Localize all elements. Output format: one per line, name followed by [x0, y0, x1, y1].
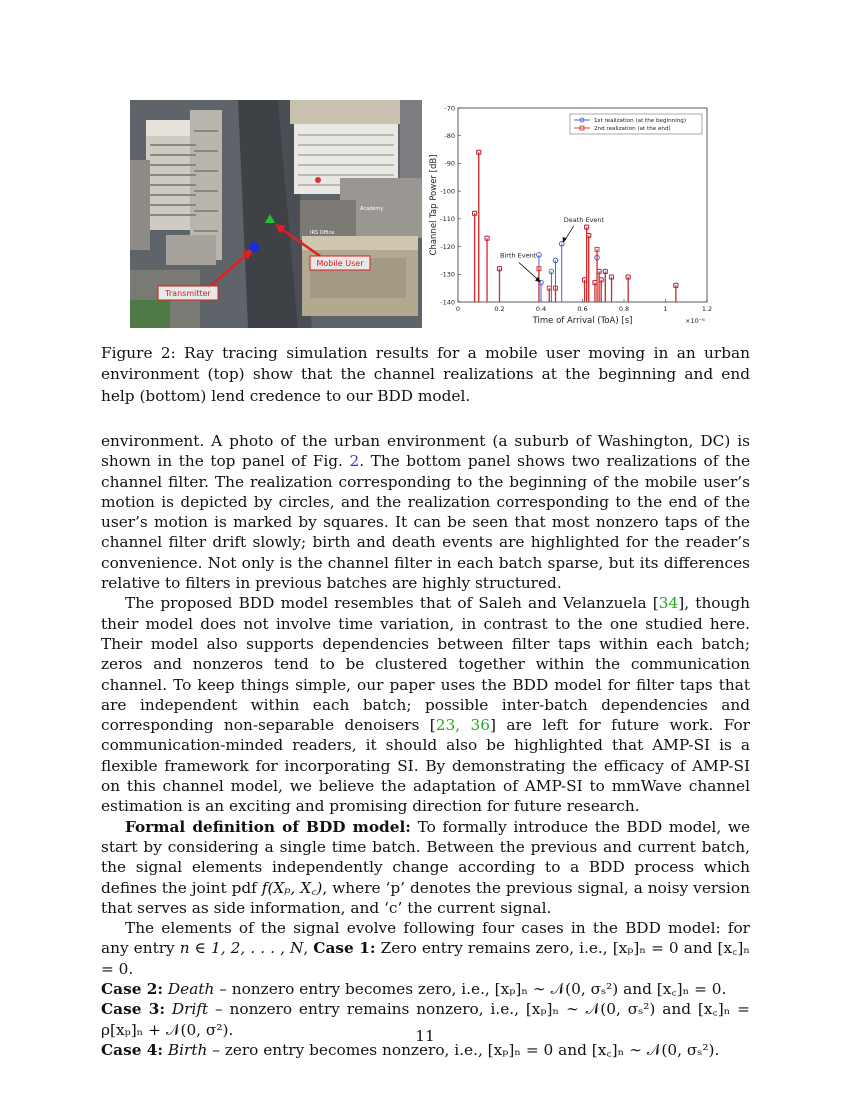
academy-map-label: Academy: [360, 206, 384, 212]
x-axis-label: Time of Arrival (ToA) [s]: [532, 316, 633, 326]
death-event-label: Death Event: [563, 215, 605, 224]
caption-prefix: Figure 2:: [101, 344, 176, 362]
y-axis-label: Channel Tap Power [dB]: [429, 154, 439, 256]
case-4-text: – zero entry becomes nonzero, i.e., [xₚ]ₙ = 0 and [x꜀]ₙ ∼ 𝒩(0, σₛ²).: [207, 1040, 720, 1059]
transmitter-marker: [249, 242, 259, 252]
channel-plot-svg: [427, 100, 727, 334]
x-tick-label: 0.6: [577, 305, 588, 313]
legend-entry: 2nd realization (at the end): [594, 126, 671, 132]
office-map-label: IRS Office: [310, 230, 335, 236]
y-tick-label: -70: [444, 104, 455, 113]
x-tick-label: 0.4: [535, 305, 547, 313]
y-tick-label: -130: [440, 270, 455, 279]
paragraph-2-text-c: ] are left for future work. For communication-minded readers, it should also be highlighted that AMP-SI is a flexible framework for incorporating SI. By demonstrating the efficacy of AMP-SI on this channel model, we believe the adaptation of AMP-SI to mmWave channel estimation is an exciting and promising direction for future research.: [101, 716, 750, 816]
case-3-name: Drift: [171, 1000, 209, 1019]
case-4-name: Birth: [167, 1040, 208, 1059]
figure-ref-link[interactable]: 2: [349, 452, 360, 471]
bdd-definition-heading: Formal definition of BDD model:: [125, 817, 411, 836]
y-tick-label: -90: [444, 159, 455, 168]
page-number: 11: [415, 1027, 435, 1045]
paragraph-1-text-a: environment. A photo of the urban environment (a suburb of Washington, DC) is shown in the top panel of Fig.: [101, 432, 750, 471]
paragraph-4: The elements of the signal evolve following four cases in the BDD model: for any entry n ∈ 1, 2, . . . , N, Case 1: Zero entry remains zero, i.e., [xₚ]ₙ = 0 and [x꜀]ₙ = 0.: [101, 919, 750, 978]
x-tick-label: 0.8: [618, 305, 630, 313]
case-1-text: Zero entry remains zero, i.e., [xₚ]ₙ = 0 and [x꜀]ₙ = 0.: [101, 939, 750, 978]
paragraph-2-text-b: ], though their model does not involve time variation, in contrast to the one studied here. Their model also supports dependencies between filter taps within each batch; zeros and nonzeros tend to be clustered together within the communication channel. To keep things simple, our paper uses the BDD model for filter taps that are independent within each batch; possible inter-batch dependencies and corresponding non-separable denoisers [: [101, 594, 750, 735]
channel-plot: [427, 100, 727, 334]
caption-text: Ray tracing simulation results for a mobile user moving in an urban environment (top) show that the channel realizations at the beginning and end help (bottom) lend credence to our BDD model.: [101, 344, 750, 405]
urban-photo: [130, 100, 422, 328]
y-tick-label: -120: [440, 242, 455, 251]
case-3-text: – nonzero entry remains nonzero, i.e., [xₚ]ₙ ∼ 𝒩(0, σₛ²) and [x꜀]ₙ = ρ[xₚ]ₙ + 𝒩(0, σ²).: [101, 1000, 750, 1039]
figure-caption: [101, 343, 750, 407]
x-tick-label: 0.2: [494, 305, 505, 313]
paragraph-4-text-a: The elements of the signal evolve following four cases in the BDD model: for any entry: [101, 919, 750, 958]
case-1-label: Case 1:: [313, 939, 376, 958]
case-4-label: Case 4:: [101, 1040, 164, 1059]
y-tick-label: -140: [440, 298, 455, 307]
x-tick-label: 1.2: [701, 305, 713, 313]
case-2: [101, 979, 750, 999]
body-text: [101, 431, 750, 1060]
x-axis-multiplier: ×10⁻⁶: [685, 317, 705, 325]
paragraph-1: [101, 431, 750, 593]
x-tick-label: 1: [663, 305, 668, 313]
y-tick-label: -80: [444, 132, 455, 141]
location-pin-icon: [315, 177, 321, 183]
x-tick-label: 0: [455, 305, 461, 313]
birth-event-label: Birth Event: [500, 251, 537, 260]
legend-entry: 1st realization (at the beginning): [594, 118, 687, 124]
plot-area: [458, 108, 707, 302]
case-2-text: – nonzero entry becomes zero, i.e., [xₚ]ₙ ∼ 𝒩(0, σₛ²) and [x꜀]ₙ = 0.: [214, 980, 727, 999]
mobile-user-label: Mobile User: [316, 259, 364, 268]
paragraph-3-text-a: To formally introduce the BDD model, we start by considering a single time batch. Between the previous and current batch, the signal elements independently change according to a BDD process which defines the joint pdf: [101, 817, 750, 897]
paragraph-3-text-b: , where ‘p’ denotes the previous signal, a noisy version that serves as side information, and ‘c’ the current signal.: [101, 878, 750, 917]
paragraph-3: [101, 817, 750, 918]
citation-link-23-36[interactable]: 23, 36: [435, 716, 490, 735]
case-3-label: Case 3:: [101, 1000, 166, 1019]
citation-link-34[interactable]: 34: [658, 594, 679, 613]
y-tick-label: -100: [440, 187, 455, 196]
case-2-label: Case 2:: [101, 980, 164, 999]
paragraph-2: [101, 593, 750, 816]
entry-index-math: n ∈ 1, 2, . . . , N: [179, 939, 304, 958]
paragraph-2-text-a: The proposed BDD model resembles that of Saleh and Velanzuela [: [125, 594, 659, 613]
joint-pdf-math: f(Xₚ, X꜀): [261, 878, 323, 897]
case-2-name: Death: [167, 980, 215, 999]
urban-photo-graphic: [130, 100, 422, 328]
y-tick-label: -110: [440, 215, 455, 224]
paragraph-1-text-b: . The bottom panel shows two realizations of the channel filter. The realization corresponding to the beginning of the mobile user’s motion is depicted by circles, and the realization corresponding to the end of the user’s motion is marked by squares. It can be seen that most nonzero taps of the channel filter drift slowly; birth and death events are highlighted for the reader’s convenience. Not only is the channel filter in each batch sparse, but its differences relative to filters in previous batches are highly structured.: [101, 452, 750, 593]
transmitter-label: Transmitter: [165, 289, 211, 298]
